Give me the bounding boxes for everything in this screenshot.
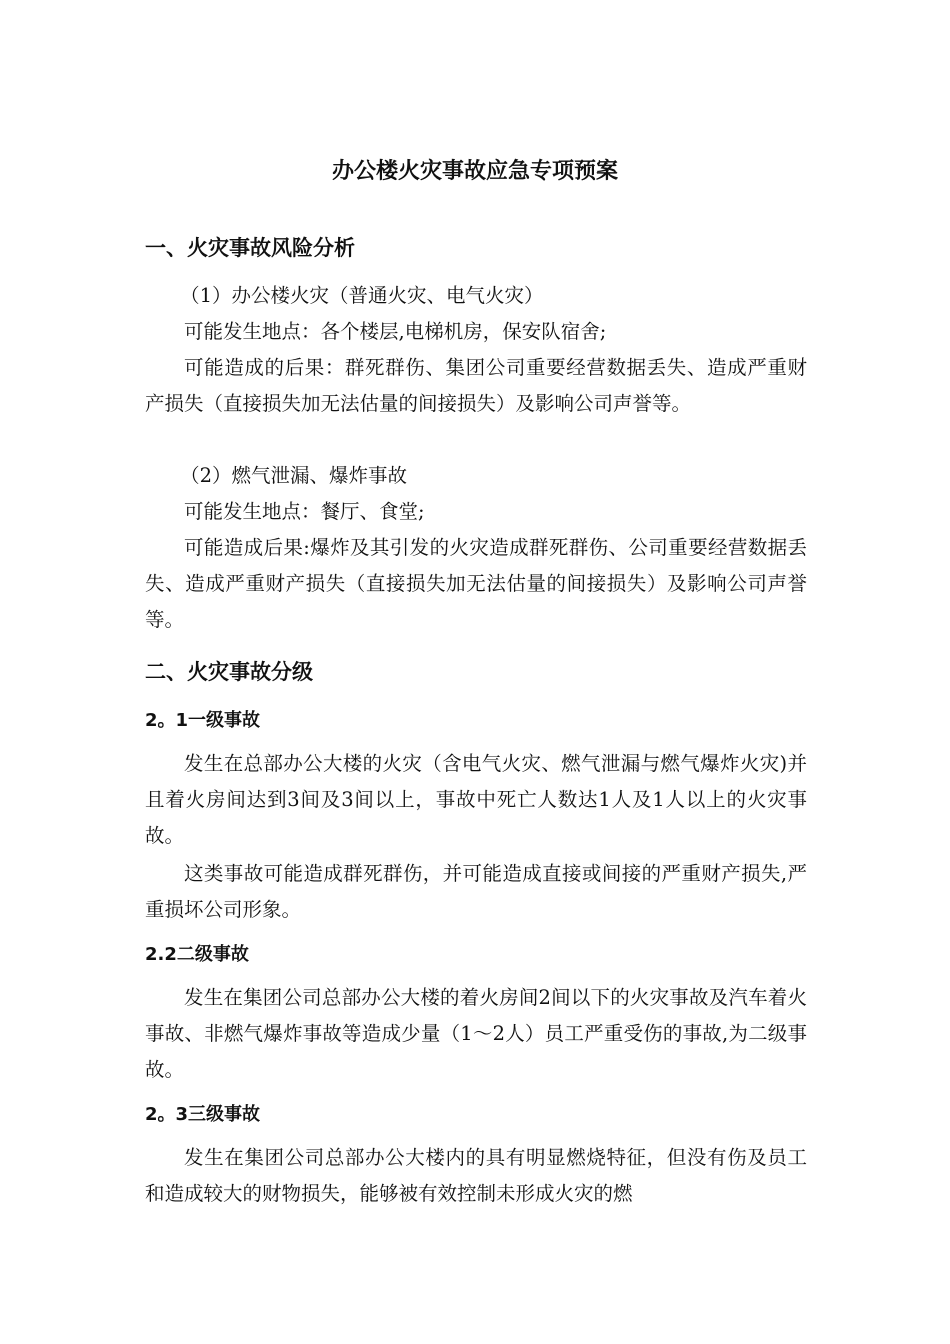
subsection-2-1-paragraph-1: 发生在总部办公大楼的火灾（含电气火灾、燃气泄漏与燃气爆炸火灾)并且着火房间达到3间及3间以上，事故中死亡人数达1人及1人以上的火灾事故。 (145, 752, 807, 847)
subsection-2-1-paragraph-2: 这类事故可能造成群死群伤，并可能造成直接或间接的严重财产损失,严重损坏公司形象。 (145, 862, 807, 921)
section-1-paragraph-5: 可能发生地点：餐厅、食堂; (184, 500, 425, 523)
section-2-heading: 二、火灾事故分级 (145, 660, 313, 684)
section-1-paragraph-2: 可能发生地点：各个楼层,电梯机房，保安队宿舍; (184, 320, 607, 343)
subsection-2-2-heading: 2.2二级事故 (145, 944, 249, 965)
section-1-paragraph-1: （1）办公楼火灾（普通火灾、电气火灾） (180, 284, 544, 307)
section-1-heading: 一、火灾事故风险分析 (145, 236, 355, 260)
document-title: 办公楼火灾事故应急专项预案 (331, 159, 618, 184)
section-1-paragraph-6: 可能造成后果:爆炸及其引发的火灾造成群死群伤、公司重要经营数据丢失、造成严重财产损失（直接损失加无法估量的间接损失）及影响公司声誉等。 (145, 536, 807, 631)
subsection-2-3-paragraph-1: 发生在集团公司总部办公大楼内的具有明显燃烧特征，但没有伤及员工和造成较大的财物损失，能够被有效控制未形成火灾的燃 (145, 1146, 807, 1205)
section-1-paragraph-3: 可能造成的后果：群死群伤、集团公司重要经营数据丢失、造成严重财产损失（直接损失加无法估量的间接损失）及影响公司声誉等。 (145, 356, 807, 415)
subsection-2-3-heading: 2。3三级事故 (145, 1104, 261, 1125)
section-1-paragraph-4: （2）燃气泄漏、爆炸事故 (180, 464, 408, 487)
subsection-2-2-paragraph-1: 发生在集团公司总部办公大楼的着火房间2间以下的火灾事故及汽车着火事故、非燃气爆炸事故等造成少量（1～2人）员工严重受伤的事故,为二级事故。 (145, 986, 807, 1081)
subsection-2-1-heading: 2。1一级事故 (145, 710, 261, 731)
